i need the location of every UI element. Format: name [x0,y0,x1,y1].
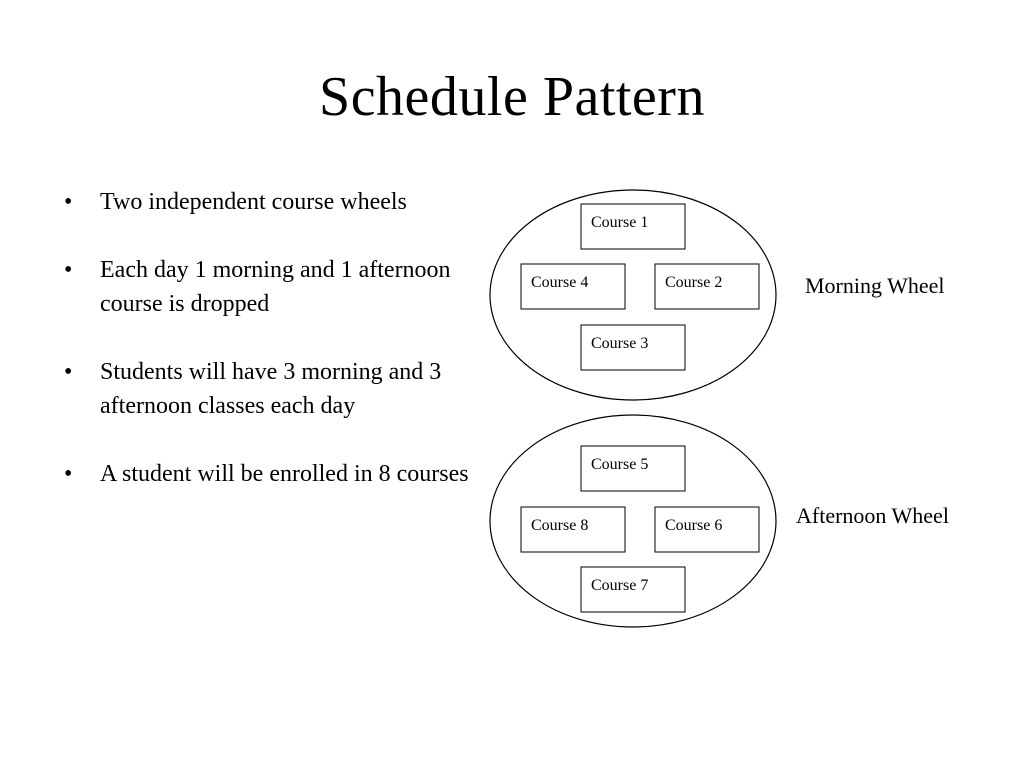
course-node-6 [655,507,759,552]
course-label: Course 6 [665,517,723,534]
course-label: Course 2 [665,274,723,291]
course-node-2 [655,264,759,309]
bullet-item: • Each day 1 morning and 1 afternoon course is dropped [64,253,484,321]
course-node-3 [581,325,685,370]
course-node-7 [581,567,685,612]
course-label: Course 4 [531,274,589,291]
course-label: Course 3 [591,335,649,352]
morning-wheel-label: Morning Wheel [805,273,945,298]
bullet-item: • Two independent course wheels [64,185,484,219]
afternoon-wheel-label: Afternoon Wheel [796,503,949,528]
course-label: Course 5 [591,456,649,473]
bullet-item: • A student will be enrolled in 8 courses [64,457,484,491]
afternoon-wheel [490,415,949,627]
course-node-4 [521,264,625,309]
course-label: Course 1 [591,214,649,231]
morning-wheel [490,190,945,400]
course-node-8 [521,507,625,552]
course-label: Course 8 [531,517,589,534]
slide-title: Schedule Pattern [319,66,705,128]
course-node-5 [581,446,685,491]
bullet-item: • Students will have 3 morning and 3 afternoon classes each day [64,355,484,423]
course-label: Course 7 [591,577,649,594]
course-node-1 [581,204,685,249]
